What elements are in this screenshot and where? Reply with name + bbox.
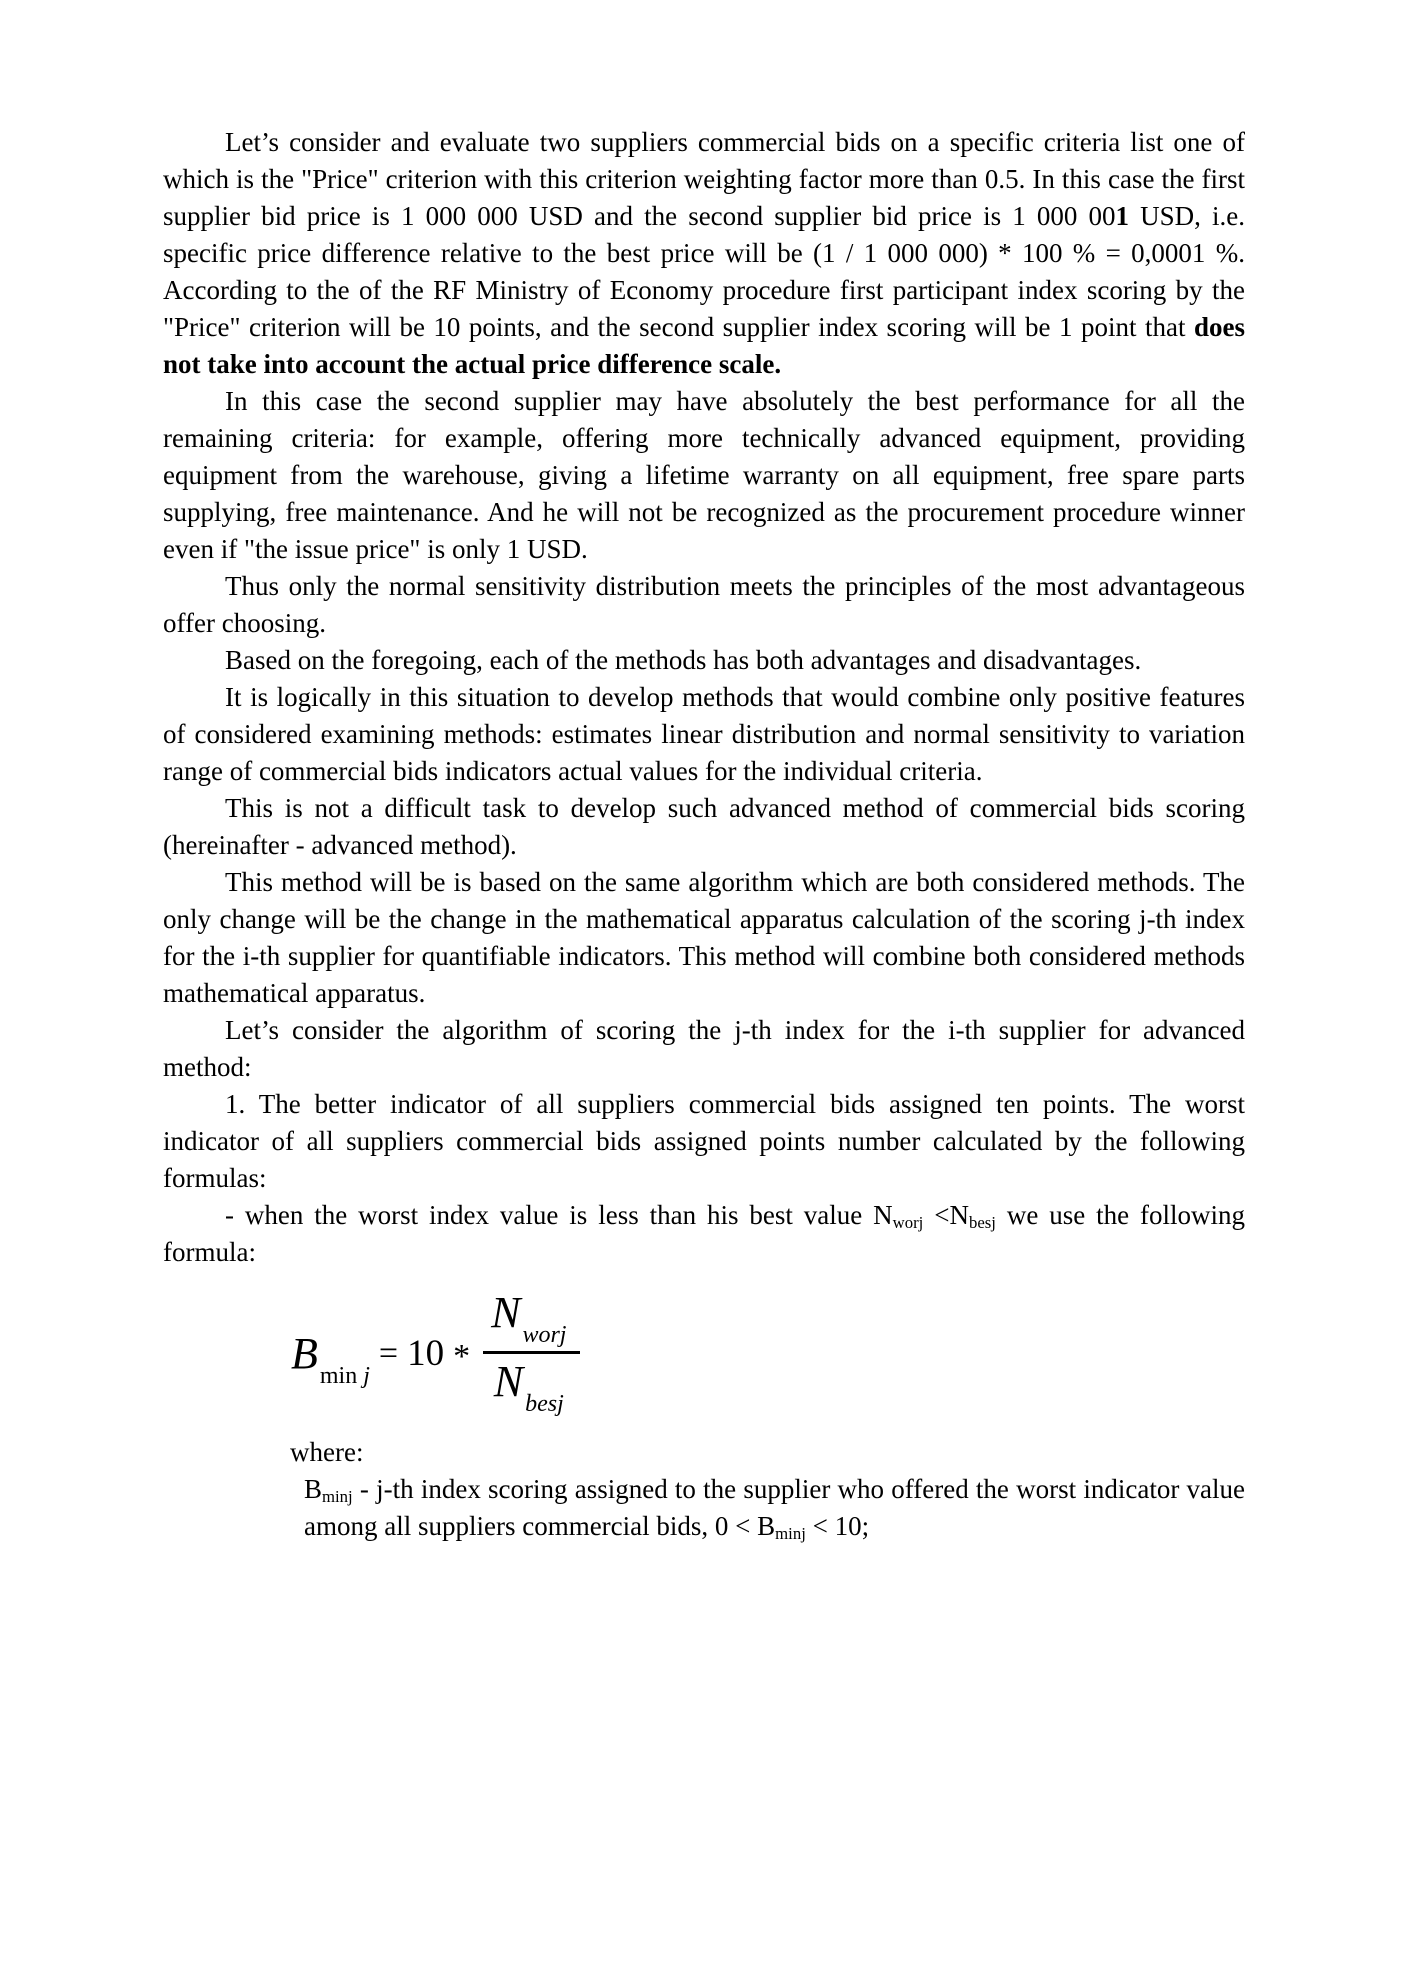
text-run: In this case the second supplier may have absolutely the best performance for all the remaining criteria: for example, offering more technically advanced equipment, providing equipment from the warehouse, giving a lifetime warranty on all equipment, free spare parts supplying, free maintenance. And he will not be recognized as the procurement procedure winner even if "the issue price" is only 1 USD. <box>163 386 1245 564</box>
subscript: besj <box>968 1213 996 1233</box>
text-run: < 10; <box>805 1511 870 1541</box>
paragraph <box>163 1012 1245 1086</box>
formula-lhs-base: B <box>291 1328 318 1378</box>
subscript: minj <box>322 1487 353 1507</box>
paragraph <box>163 790 1245 864</box>
subscript: minj <box>775 1524 806 1544</box>
formula-denominator: Nbesj <box>493 1357 564 1417</box>
paragraph <box>163 1086 1245 1197</box>
text-run: USD, i.e. specific price difference relative to the best price will be (1 / 1 000 000) * 100 % = 0,0001 %. According to the of the RF Ministry of Economy procedure first participant index scoring by the "Price" criterion will be 10 points, and the second supplier index scoring will be 1 point that <box>163 201 1245 342</box>
paragraph <box>163 642 1245 679</box>
paragraph <box>163 679 1245 790</box>
text-run: It is logically in this situation to develop methods that would combine only positive features of considered examining methods: estimates linear distribution and normal sensitivity to variation range of commercial bids indicators actual values for the individual criteria. <box>163 682 1245 786</box>
where-label <box>163 1434 1245 1471</box>
formula-lhs-subscript: min j <box>319 1362 370 1389</box>
paragraph <box>163 568 1245 642</box>
text-run: - when the worst index value is less than his best value N <box>225 1200 893 1230</box>
formula-coefficient: 10 <box>407 1333 445 1374</box>
text-run: we use the following formula: <box>163 1200 1245 1267</box>
text-run: B <box>304 1474 323 1504</box>
paragraph <box>163 383 1245 568</box>
text-run: Let’s consider the algorithm of scoring the j-th index for the i-th supplier for advanced method: <box>163 1015 1245 1082</box>
text-run: This is not a difficult task to develop such advanced method of commercial bids scoring (hereinafter - advanced method). <box>163 793 1245 860</box>
text-run: where: <box>290 1437 364 1467</box>
text-run: 1. The better indicator of all suppliers commercial bids assigned ten points. The worst indicator of all suppliers commercial bids assigned points number calculated by the following formulas: <box>163 1089 1245 1193</box>
bold-text: 1 <box>1115 201 1129 231</box>
text-run: Thus only the normal sensitivity distribution meets the principles of the most advantageous offer choosing. <box>163 571 1245 638</box>
formula-numerator: Nworj <box>483 1289 580 1354</box>
symbol-definition <box>163 1471 1245 1545</box>
text-run: - j-th index scoring assigned to the supplier who offered the worst indicator value among all suppliers commercial bids, 0 < B <box>304 1474 1245 1541</box>
formula-equals-sign: = <box>378 1334 399 1372</box>
text-run: <N <box>923 1200 969 1230</box>
text-run: Let’s consider and evaluate two suppliers commercial bids on a specific criteria list one of which is the "Price" criterion with this criterion weighting factor more than 0.5. In this case the first supplier bid price is 1 000 000 USD and the second supplier bid price is 1 000 00 <box>163 127 1245 231</box>
text-run: This method will be is based on the same algorithm which are both considered methods. The only change will be the change in the mathematical apparatus calculation of the scoring j-th index for the i-th supplier for quantifiable indicators. This method will combine both considered methods mathematical apparatus. <box>163 867 1245 1008</box>
bmin-formula <box>291 1289 1245 1418</box>
formula-fraction <box>483 1289 580 1418</box>
paragraph <box>163 1197 1245 1271</box>
formula-lhs <box>291 1328 370 1389</box>
text-run: Based on the foregoing, each of the methods has both advantages and disadvantages. <box>225 645 1142 675</box>
paragraph <box>163 864 1245 1012</box>
paragraph <box>163 124 1245 383</box>
document-text <box>163 124 1245 1545</box>
formula-multiply-sign: * <box>453 1337 471 1375</box>
subscript: worj <box>892 1213 924 1233</box>
bold-text: does not take into account the actual price difference scale. <box>163 312 1245 379</box>
